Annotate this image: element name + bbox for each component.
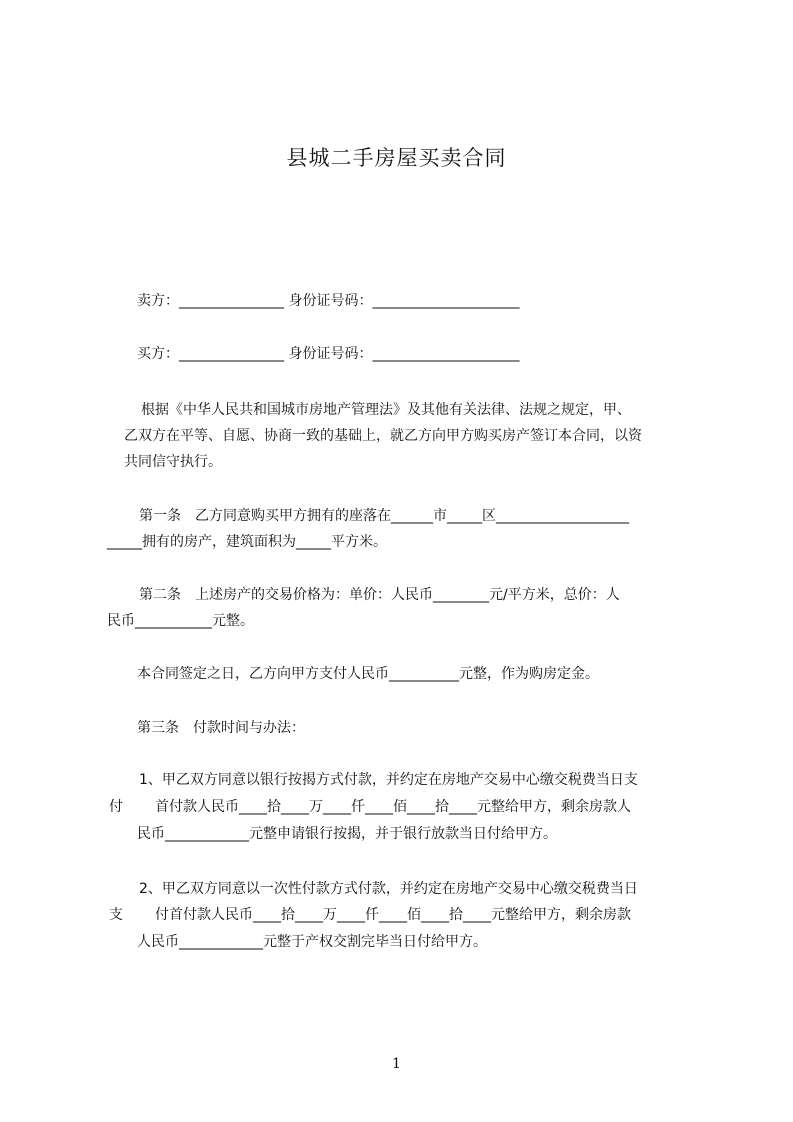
- seller-line: 卖方：_______________ 身份证号码：_____________________: [137, 293, 520, 309]
- document-title: 县城二手房屋买卖合同: [286, 146, 507, 170]
- page-number: 1: [392, 1056, 401, 1072]
- article2-line-2: 民币___________元整。: [107, 613, 254, 629]
- clause1-line-2-prefix: 付: [109, 799, 123, 815]
- clause1-line-2: 首付款人民币____拾____万____仟____佰____拾____元整给甲方，剩余房款人: [155, 799, 631, 815]
- clause2-line-3: 人民币____________元整于产权交割完毕当日付给甲方。: [137, 934, 487, 950]
- article1-line-1: 第一条 乙方同意购买甲方拥有的座落在______市_____区___________________: [139, 508, 629, 524]
- article2-line-1: 第二条 上述房产的交易价格为：单价：人民币________元/平方米，总价：人: [139, 587, 620, 603]
- article1-line-2: _____拥有的房产，建筑面积为_____平方米。: [107, 534, 387, 550]
- clause2-line-2-prefix: 支: [109, 907, 123, 923]
- clause1-line-3: 民币____________元整申请银行按揭，并于银行放款当日付给甲方。: [137, 826, 557, 842]
- clause2-line-1: 2、甲乙双方同意以一次性付款方式付款，并约定在房地产交易中心缴交税费当日: [139, 881, 638, 897]
- clause2-line-2: 付首付款人民币____拾____万____仟____佰____拾____元整给甲方，剩余房款: [155, 907, 631, 923]
- buyer-line: 买方：_______________ 身份证号码：_____________________: [137, 346, 520, 362]
- preamble-line-2: 乙双方在平等、自愿、协商一致的基础上，就乙方向甲方购买房产签订本合同，以资: [124, 428, 642, 444]
- preamble-line-1: 根据《中华人民共和国城市房地产管理法》及其他有关法律、法规之规定，甲、: [141, 402, 631, 418]
- article3-heading: 第三条 付款时间与办法：: [137, 720, 305, 736]
- preamble-line-3: 共同信守执行。: [124, 454, 222, 470]
- deposit-line: 本合同签定之日，乙方向甲方支付人民币__________元整，作为购房定金。: [137, 666, 599, 682]
- clause1-line-1: 1、甲乙双方同意以银行按揭方式付款，并约定在房地产交易中心缴交税费当日支: [139, 772, 638, 788]
